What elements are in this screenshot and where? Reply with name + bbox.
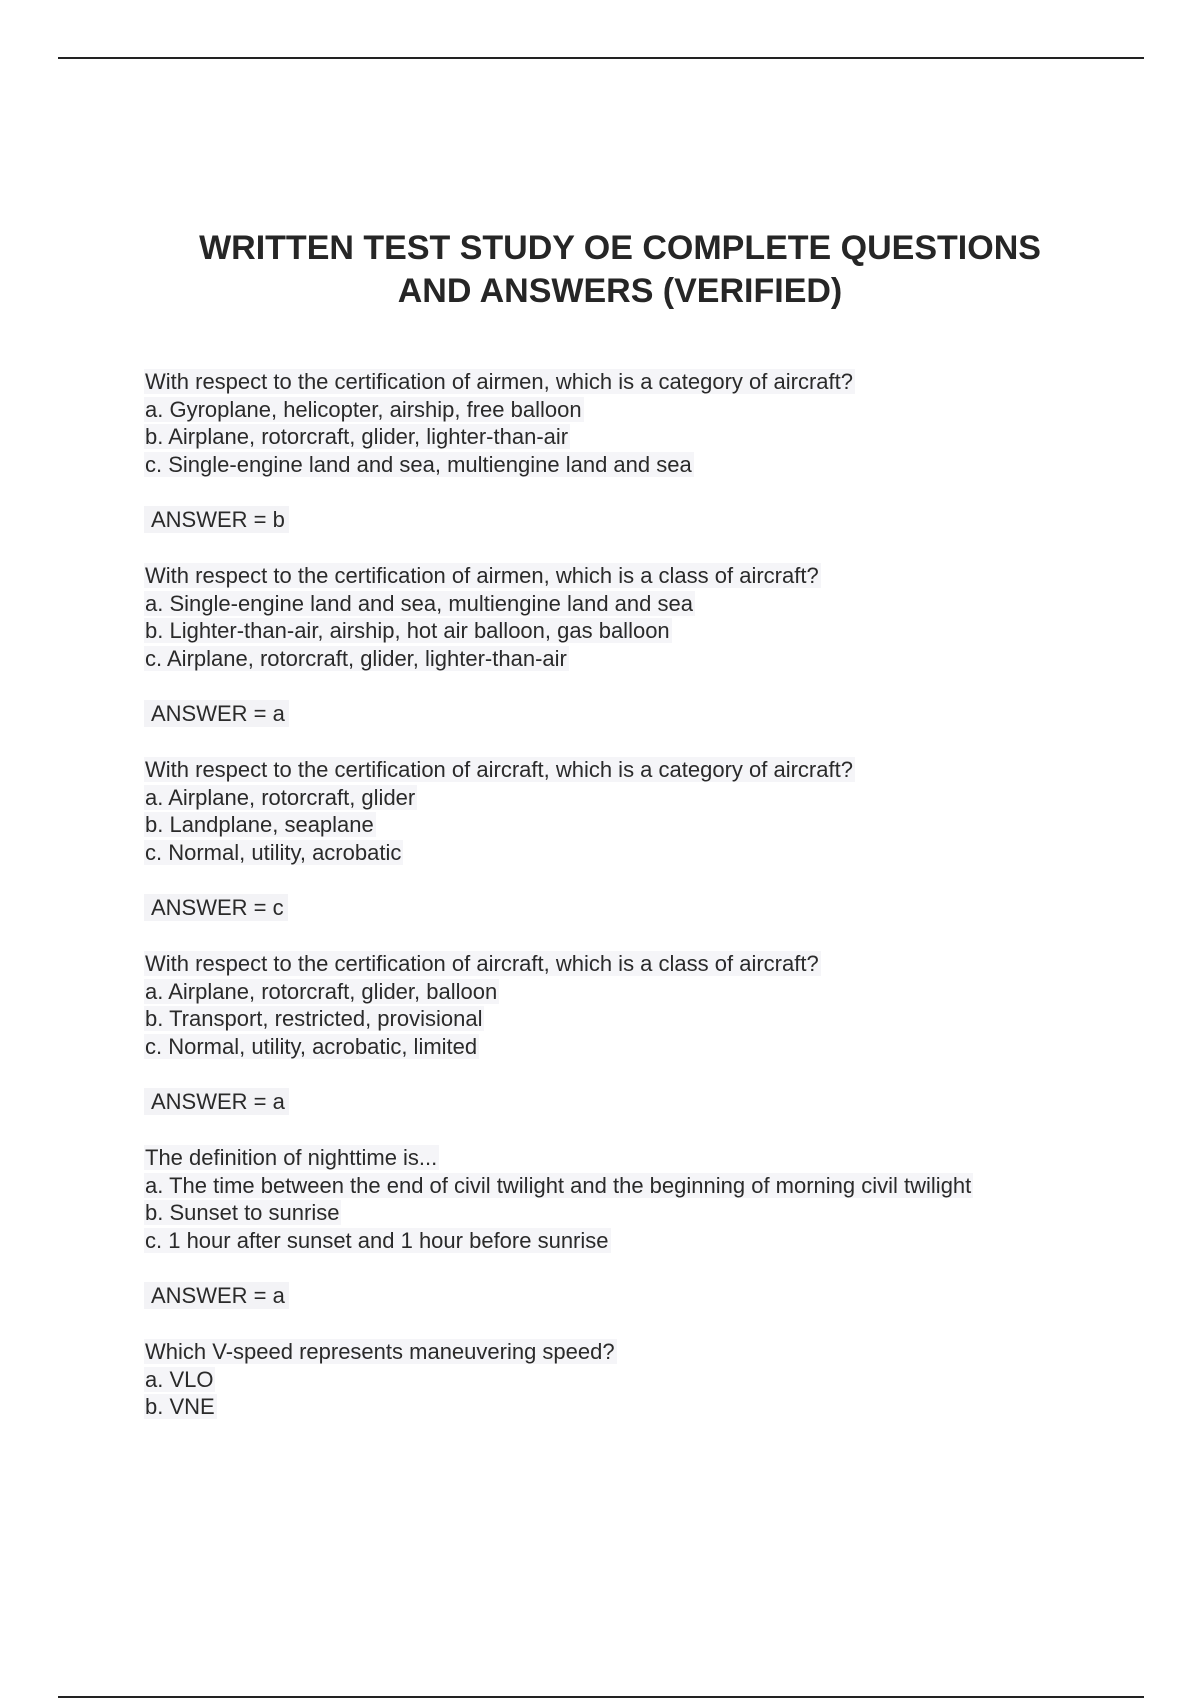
- answer-line: ANSWER = a: [144, 1088, 289, 1115]
- option-b: b. Sunset to sunrise: [145, 1200, 340, 1225]
- question-block: [144, 368, 1144, 533]
- footer-rule: [58, 1696, 1144, 1698]
- question-text: With respect to the certification of airmen, which is a category of aircraft?: [145, 369, 853, 394]
- option-a: a. Airplane, rotorcraft, glider: [145, 784, 416, 810]
- option-a: a. Gyroplane, helicopter, airship, free balloon: [145, 396, 582, 422]
- option-c: c. Normal, utility, acrobatic, limited: [145, 1033, 478, 1059]
- option-c: c. Airplane, rotorcraft, glider, lighter-than-air: [145, 645, 567, 671]
- answer-line: ANSWER = a: [144, 700, 289, 727]
- option-a: a. Single-engine land and sea, multiengine land and sea: [145, 590, 693, 616]
- question-block: [144, 756, 1144, 921]
- question-block: [144, 1338, 1144, 1421]
- question-list: [144, 368, 1144, 1450]
- question-block: [144, 950, 1144, 1115]
- question-text: The definition of nighttime is...: [145, 1145, 438, 1170]
- option-a: a. Airplane, rotorcraft, glider, balloon: [145, 978, 498, 1004]
- question-text: With respect to the certification of airmen, which is a class of aircraft?: [145, 563, 819, 588]
- document-title: [100, 227, 1140, 313]
- question-block: [144, 562, 1144, 727]
- option-c: c. Normal, utility, acrobatic: [145, 839, 402, 865]
- option-a: a. VLO: [145, 1366, 214, 1392]
- option-b: b. VNE: [145, 1394, 215, 1419]
- option-b: b. Lighter-than-air, airship, hot air balloon, gas balloon: [145, 618, 670, 643]
- question-block: [144, 1144, 1144, 1309]
- option-c: c. Single-engine land and sea, multiengine land and sea: [145, 451, 692, 477]
- option-a: a. The time between the end of civil twilight and the beginning of morning civil twilight: [145, 1172, 972, 1198]
- option-c: c. 1 hour after sunset and 1 hour before sunrise: [145, 1227, 609, 1253]
- answer-line: ANSWER = b: [144, 506, 289, 533]
- option-b: b. Transport, restricted, provisional: [145, 1006, 483, 1031]
- option-b: b. Landplane, seaplane: [145, 812, 374, 837]
- question-text: With respect to the certification of aircraft, which is a class of aircraft?: [145, 951, 819, 976]
- header-rule: [58, 57, 1144, 59]
- answer-line: ANSWER = a: [144, 1282, 289, 1309]
- question-text: Which V-speed represents maneuvering speed?: [145, 1339, 615, 1364]
- answer-line: ANSWER = c: [144, 894, 288, 921]
- title-line-2: AND ANSWERS (VERIFIED): [397, 272, 843, 310]
- title-line-1: WRITTEN TEST STUDY OE COMPLETE QUESTIONS: [199, 229, 1041, 267]
- option-b: b. Airplane, rotorcraft, glider, lighter-than-air: [145, 424, 569, 449]
- question-text: With respect to the certification of aircraft, which is a category of aircraft?: [145, 757, 853, 782]
